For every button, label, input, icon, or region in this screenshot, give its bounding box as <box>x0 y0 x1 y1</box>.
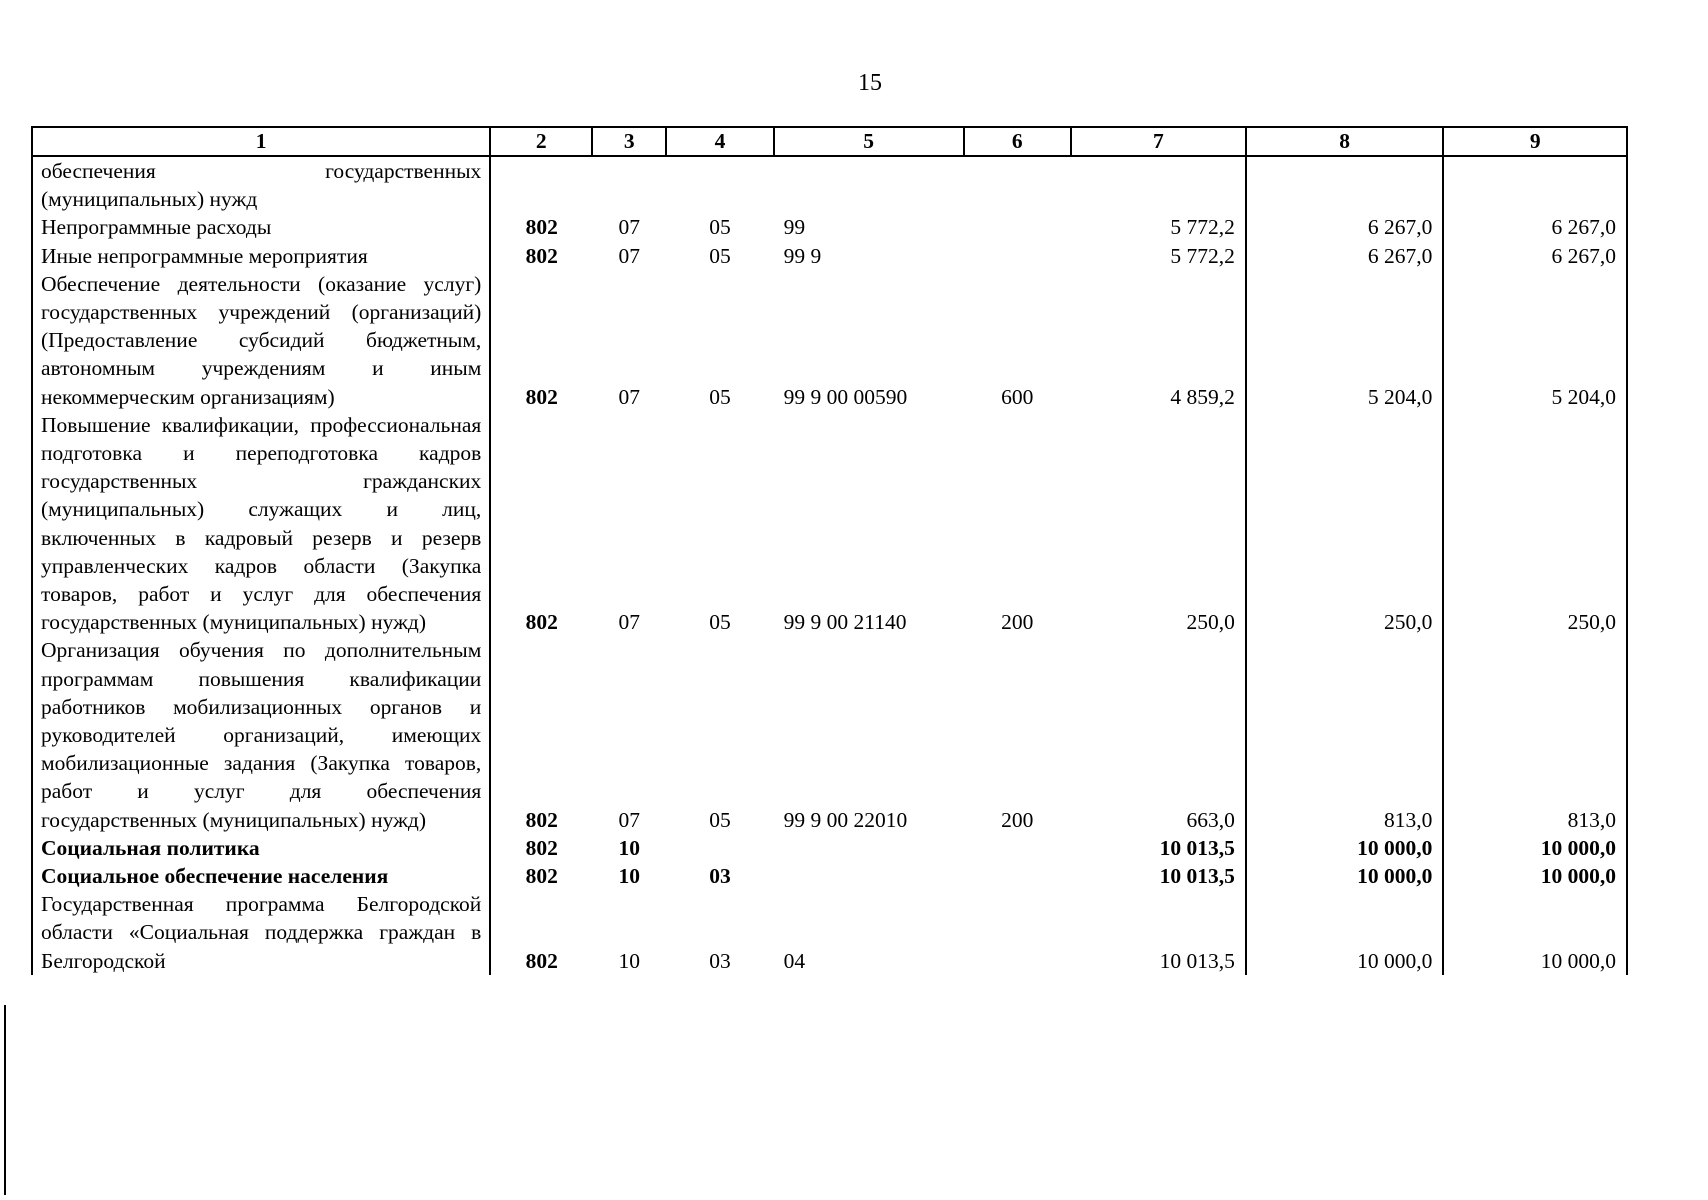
row-code-6 <box>964 242 1071 270</box>
header-cell: 1 <box>32 127 490 156</box>
row-code-3: 07 <box>618 215 641 240</box>
row-value-9: 250,0 <box>1443 411 1627 637</box>
row-code-6 <box>964 834 1071 862</box>
row-code-4: 03 <box>709 864 731 889</box>
header-cell: 8 <box>1246 127 1443 156</box>
header-cell: 6 <box>964 127 1071 156</box>
row-code-5 <box>774 156 964 213</box>
row-value-8: 10 000,0 <box>1246 890 1443 975</box>
row-code-4: 05 <box>709 384 731 409</box>
row-value-7: 4 859,2 <box>1071 270 1246 411</box>
row-value-8: 6 267,0 <box>1246 242 1443 270</box>
row-code-4: 03 <box>709 948 731 973</box>
table-row <box>32 156 1627 213</box>
row-value-9: 5 204,0 <box>1443 270 1627 411</box>
row-code-6 <box>964 890 1071 975</box>
row-code-6: 600 <box>1001 384 1034 409</box>
header-cell: 7 <box>1071 127 1246 156</box>
row-value-8: 250,0 <box>1246 411 1443 637</box>
row-value-8 <box>1246 156 1443 213</box>
header-row <box>32 127 1627 156</box>
row-value-9: 10 000,0 <box>1443 834 1627 862</box>
row-code-3: 10 <box>618 835 641 860</box>
row-code-2: 802 <box>525 243 558 268</box>
row-code-4 <box>666 834 773 862</box>
table-row <box>32 890 1627 975</box>
row-code-4: 05 <box>709 215 731 240</box>
table-row <box>32 411 1627 637</box>
row-value-8: 5 204,0 <box>1246 270 1443 411</box>
row-value-8: 10 000,0 <box>1246 862 1443 890</box>
row-code-4 <box>666 156 773 213</box>
row-name: Обеспечение деятельности (оказание услуг) государственных учреждений (организаций) (Предоставление субсидий бюджетным, автономным учреждениям и иным некоммерческим организациям) <box>32 270 490 411</box>
row-code-4: 05 <box>709 807 731 832</box>
row-value-7 <box>1071 156 1246 213</box>
row-code-3: 07 <box>618 384 641 409</box>
row-name: Повышение квалификации, профессиональная подготовка и переподготовка кадров государственных гражданских (муниципальных) служащих и лиц, включенных в кадровый резерв и резерв управленческих кадров области (Закупка товаров, работ и услуг для обеспечения государственных (муниципальных) нужд) <box>32 411 490 637</box>
row-name: Государственная программа Белгородской области «Социальная поддержка граждан в Белгородской <box>32 890 490 975</box>
row-code-4: 05 <box>709 243 731 268</box>
row-value-7: 10 013,5 <box>1071 834 1246 862</box>
row-value-9: 10 000,0 <box>1443 890 1627 975</box>
row-code-2: 802 <box>525 215 558 240</box>
header-cell: 9 <box>1443 127 1627 156</box>
row-value-9 <box>1443 156 1627 213</box>
row-code-2: 802 <box>525 384 558 409</box>
row-code-3: 07 <box>618 610 641 635</box>
row-value-9: 10 000,0 <box>1443 862 1627 890</box>
table-row <box>32 834 1627 862</box>
header-cell: 5 <box>774 127 964 156</box>
row-code-5: 99 9 00 00590 <box>783 384 908 409</box>
row-code-2: 802 <box>525 864 558 889</box>
table-row <box>32 242 1627 270</box>
row-code-3: 07 <box>618 243 641 268</box>
row-code-3 <box>592 156 666 213</box>
table-row <box>32 213 1627 241</box>
row-code-2: 802 <box>525 610 558 635</box>
table-body <box>32 156 1627 975</box>
row-code-3: 07 <box>618 807 641 832</box>
row-value-7: 10 013,5 <box>1071 862 1246 890</box>
header-cell: 2 <box>490 127 592 156</box>
row-code-5 <box>774 862 964 890</box>
table-row <box>32 636 1627 833</box>
row-name: Социальная политика <box>32 834 490 862</box>
row-name: обеспечения государственных (муниципальных) нужд <box>32 156 490 213</box>
budget-table <box>31 126 1628 975</box>
row-code-5: 99 <box>783 215 806 240</box>
row-name: Социальное обеспечение населения <box>32 862 490 890</box>
row-code-2 <box>490 156 592 213</box>
row-code-5: 99 9 00 21140 <box>783 610 907 635</box>
margin-rule <box>4 1005 6 1195</box>
row-name: Иные непрограммные мероприятия <box>32 242 490 270</box>
table-row <box>32 270 1627 411</box>
row-code-5: 99 9 00 22010 <box>783 807 908 832</box>
row-code-3: 10 <box>618 948 641 973</box>
row-code-4: 05 <box>709 610 731 635</box>
row-code-6 <box>964 156 1071 213</box>
row-code-2: 802 <box>525 835 558 860</box>
row-code-6: 200 <box>1001 807 1034 832</box>
table-row <box>32 862 1627 890</box>
row-value-8: 813,0 <box>1246 636 1443 833</box>
row-code-2: 802 <box>525 807 558 832</box>
row-code-3: 10 <box>618 864 641 889</box>
page-number: 15 <box>858 70 882 96</box>
row-code-6 <box>964 862 1071 890</box>
row-value-7: 5 772,2 <box>1071 242 1246 270</box>
header-cell: 4 <box>666 127 773 156</box>
row-code-6 <box>964 213 1071 241</box>
row-name: Непрограммные расходы <box>32 213 490 241</box>
row-code-2: 802 <box>525 948 558 973</box>
row-value-7: 10 013,5 <box>1071 890 1246 975</box>
row-code-5: 99 9 <box>783 243 822 268</box>
row-value-8: 10 000,0 <box>1246 834 1443 862</box>
row-code-5 <box>774 834 964 862</box>
row-value-9: 813,0 <box>1443 636 1627 833</box>
row-value-9: 6 267,0 <box>1443 242 1627 270</box>
header-cell: 3 <box>592 127 666 156</box>
row-code-6: 200 <box>1001 610 1034 635</box>
row-value-9: 6 267,0 <box>1443 213 1627 241</box>
row-code-5: 04 <box>783 948 806 973</box>
row-value-7: 5 772,2 <box>1071 213 1246 241</box>
row-value-7: 663,0 <box>1071 636 1246 833</box>
row-value-8: 6 267,0 <box>1246 213 1443 241</box>
row-value-7: 250,0 <box>1071 411 1246 637</box>
row-name: Организация обучения по дополнительным программам повышения квалификации работников мобилизационных органов и руководителей организаций, имеющих мобилизационные задания (Закупка товаров, работ и услуг для обеспечения государственных (муниципальных) нужд) <box>32 636 490 833</box>
